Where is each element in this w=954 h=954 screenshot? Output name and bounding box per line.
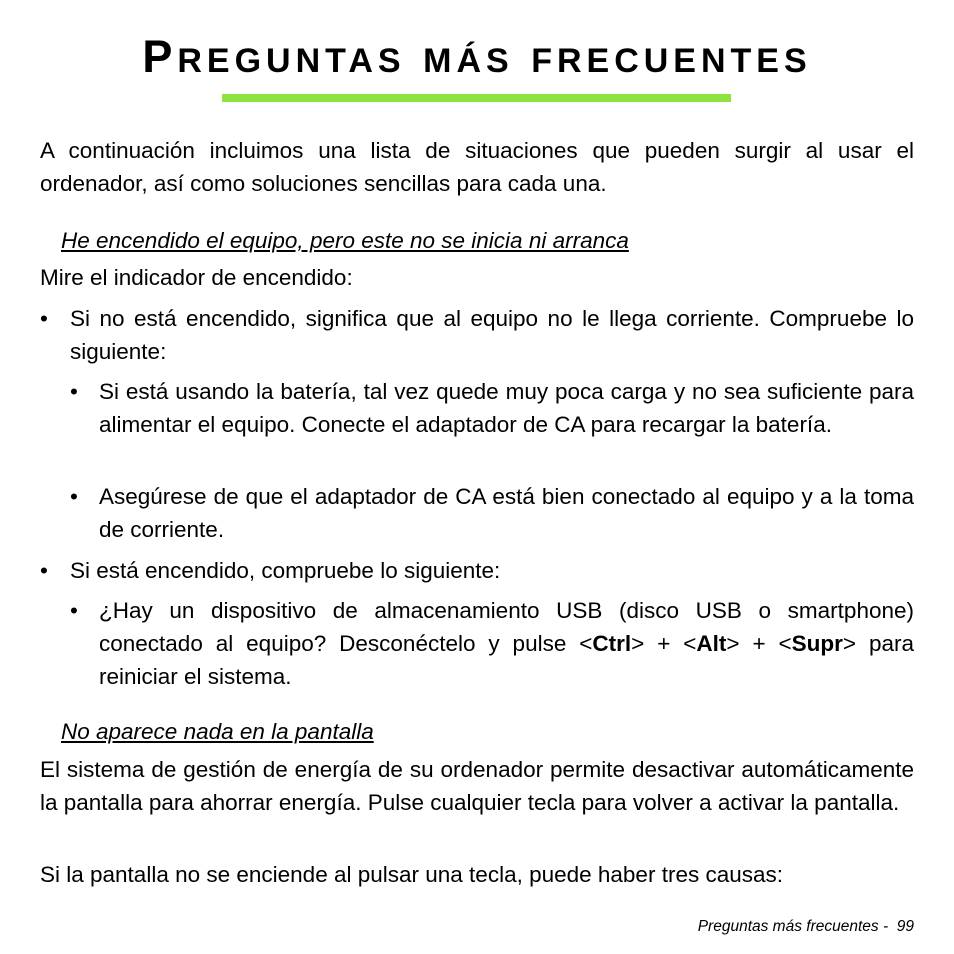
sub-bullet-marker: • bbox=[70, 379, 78, 404]
title-underline-rule bbox=[222, 94, 731, 102]
bullet-marker: • bbox=[40, 306, 48, 331]
sub-bullet-marker: • bbox=[70, 484, 78, 509]
page-number: 99 bbox=[896, 918, 914, 935]
section-heading-no-display: No aparece nada en la pantalla bbox=[61, 719, 374, 744]
title-initial: P bbox=[142, 31, 178, 82]
title-word-2: MÁS bbox=[423, 42, 514, 80]
intro-paragraph: A continuación incluimos una lista de situaciones que pueden surgir al usar el ordenador, así como soluciones sencillas para cada una. bbox=[40, 138, 914, 196]
power-indicator-lead: Mire el indicador de encendido: bbox=[40, 265, 353, 290]
title-word-1: REGUNTAS bbox=[177, 42, 406, 80]
sub-bullet-usb bbox=[99, 594, 914, 693]
usb-text-mid: > + < bbox=[726, 631, 792, 656]
power-management-paragraph: El sistema de gestión de energía de su ordenador permite desactivar automáticamente la pantalla para ahorrar energía. Pulse cualquier tecla para volver a activar la pantalla. bbox=[40, 757, 914, 815]
usb-text-mid: > + < bbox=[631, 631, 697, 656]
sub-bullet-adapter: Asegúrese de que el adaptador de CA está bien conectado al equipo y a la toma de corriente. bbox=[99, 484, 914, 542]
bullet-powered: Si está encendido, compruebe lo siguiente: bbox=[70, 558, 501, 583]
key-alt: Alt bbox=[696, 631, 727, 656]
title-word-3: FRECUENTES bbox=[531, 42, 812, 80]
page-title bbox=[0, 26, 954, 92]
sub-bullet-battery: Si está usando la batería, tal vez quede muy poca carga y no sea suficiente para alimentar el equipo. Conecte el adaptador de CA para recargar la batería. bbox=[99, 379, 914, 437]
footer-label: Preguntas más frecuentes - bbox=[697, 918, 889, 935]
key-ctrl: Ctrl bbox=[592, 631, 632, 656]
bullet-marker: • bbox=[40, 558, 48, 583]
section-heading-no-boot: He encendido el equipo, pero este no se inicia ni arranca bbox=[61, 228, 629, 253]
page-footer bbox=[698, 916, 914, 938]
usb-text-pre: ¿Hay un dispositivo de almacenamiento USB (disco USB o smartphone) conectado al equipo? Desconéctelo y pulse < bbox=[99, 598, 914, 656]
three-causes-paragraph: Si la pantalla no se enciende al pulsar una tecla, puede haber tres causas: bbox=[40, 862, 783, 887]
usb-text-post: > para reiniciar el sistema. bbox=[99, 631, 915, 689]
bullet-not-powered: Si no está encendido, significa que al equipo no le llega corriente. Compruebe lo siguiente: bbox=[70, 306, 914, 364]
sub-bullet-marker: • bbox=[70, 598, 78, 623]
key-supr: Supr bbox=[791, 631, 843, 656]
